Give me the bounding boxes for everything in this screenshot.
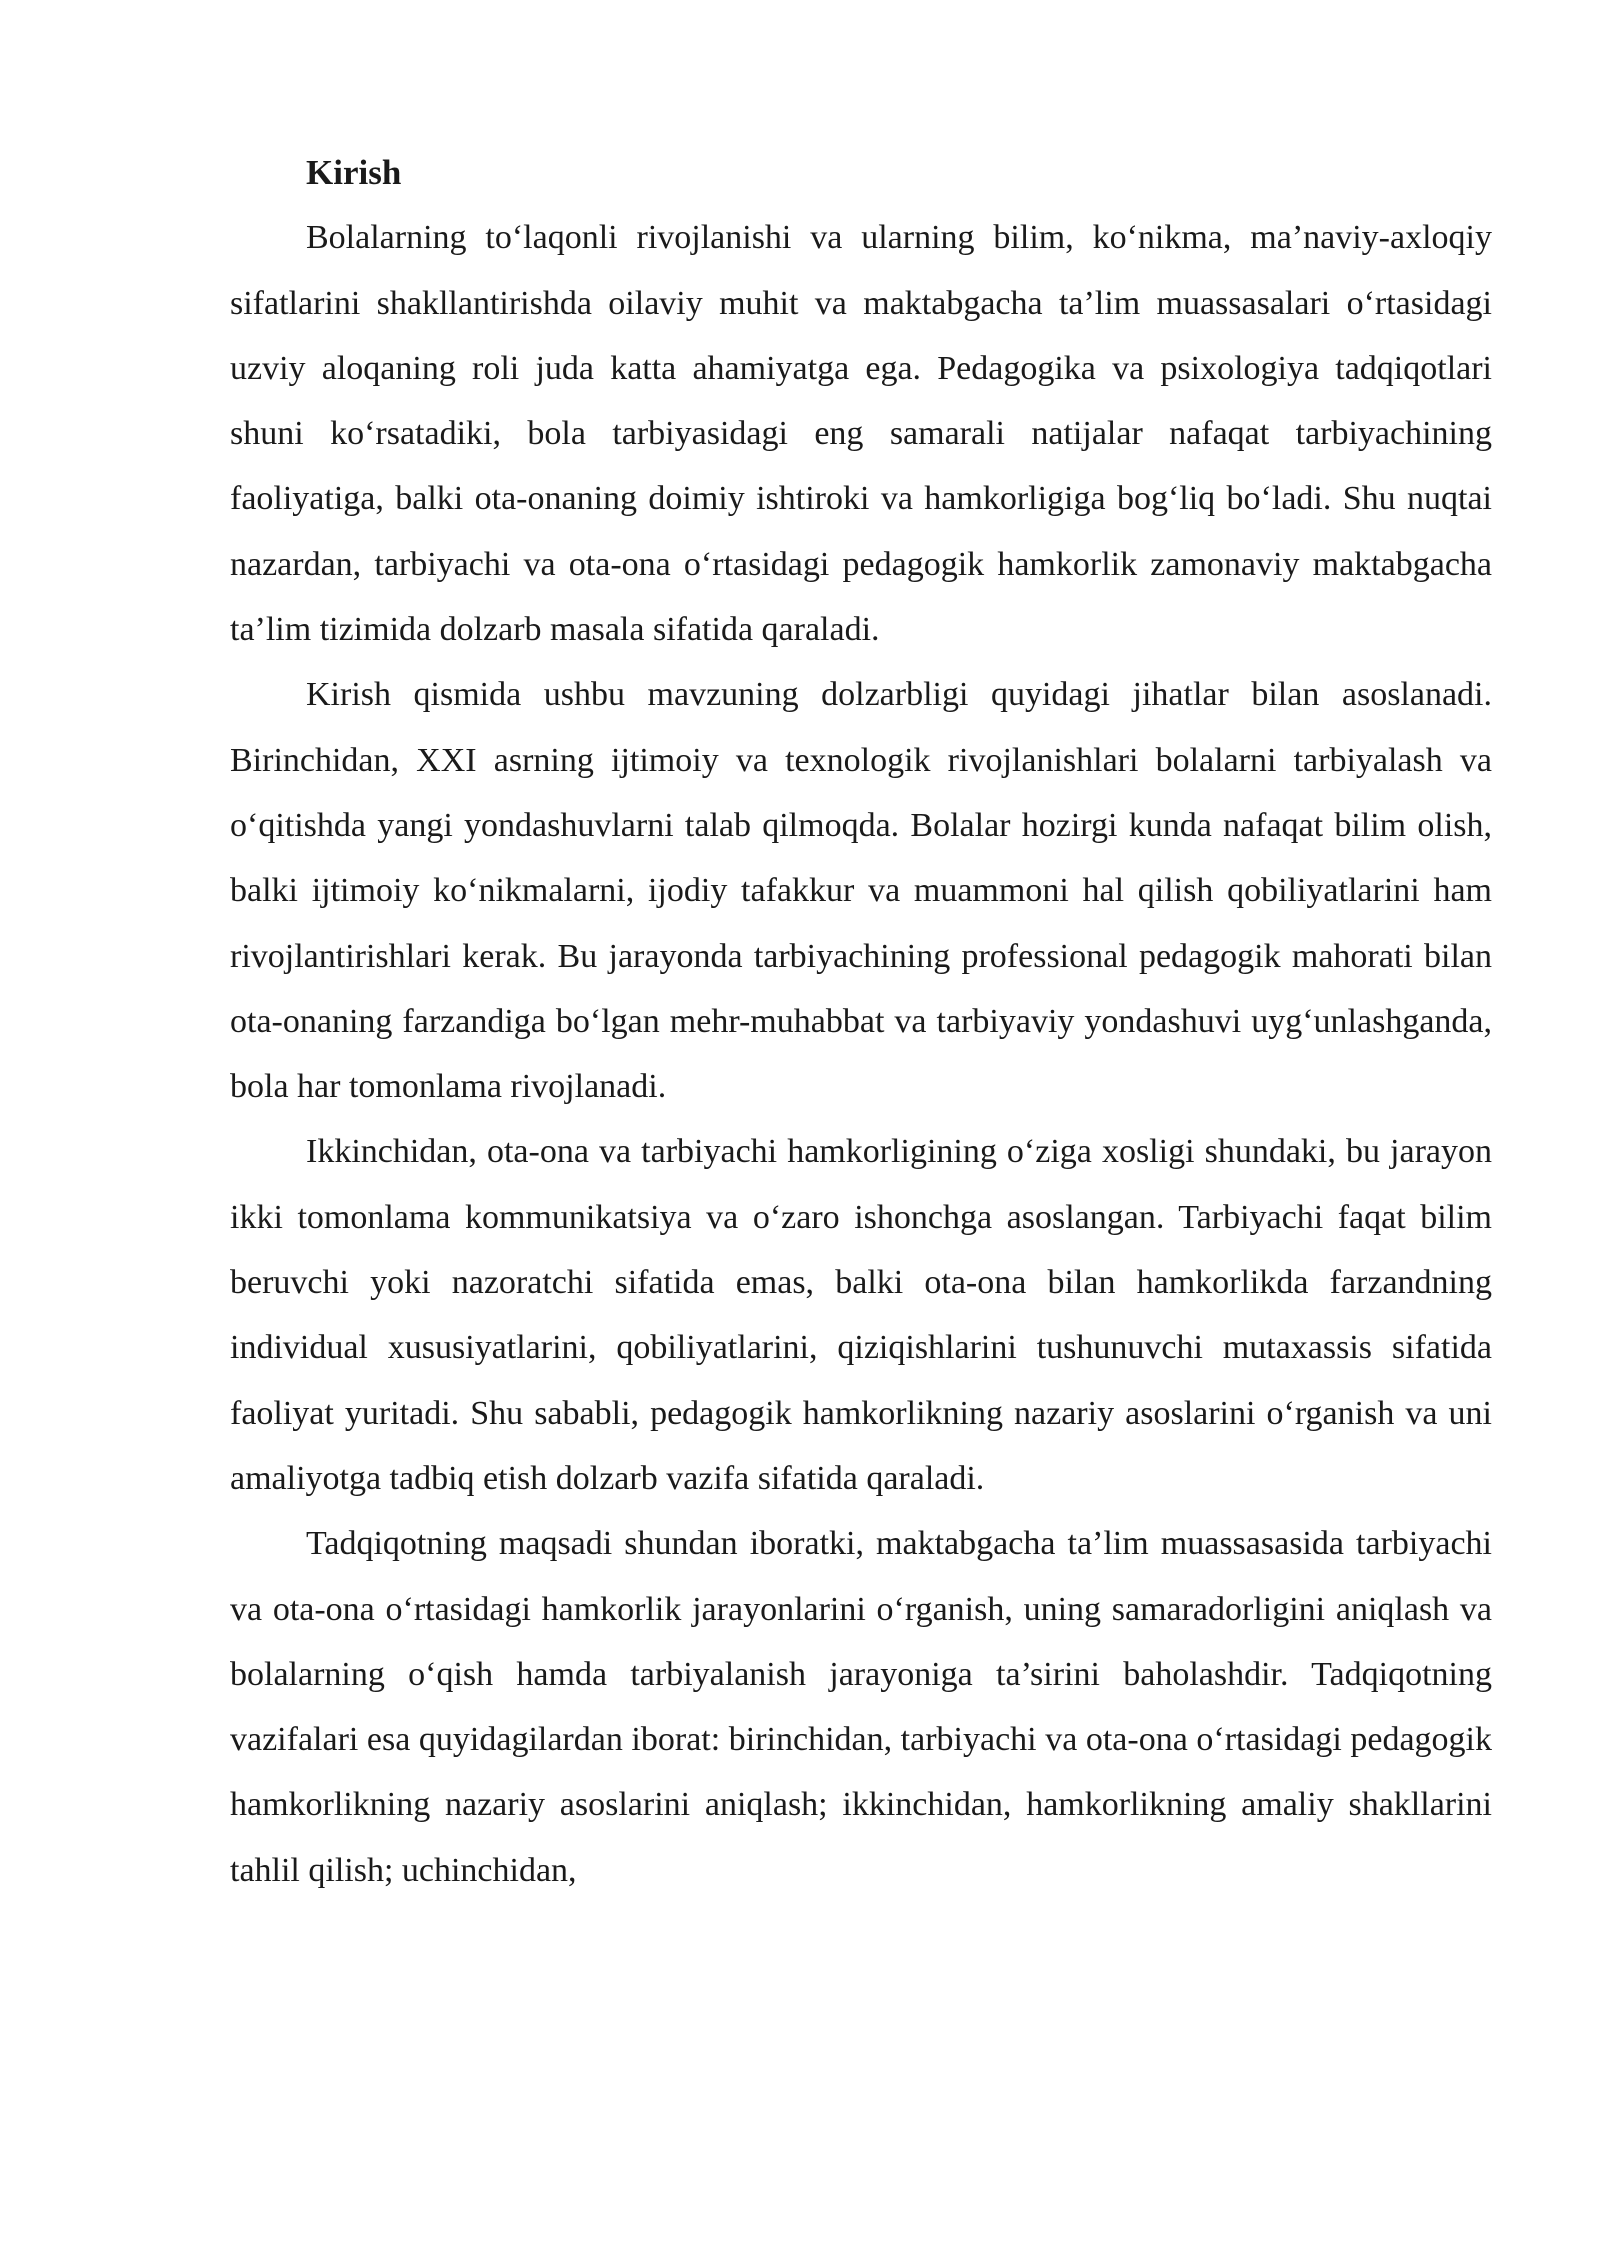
paragraph-relevance: Kirish qismida ushbu mavzuning dolzarbligi quyidagi jihatlar bilan asoslanadi. Birinchidan, XXI asrning ijtimoiy va texnologik rivojlanishlari bolalarni tarbiyalash va o‘qitishda yangi yondashuvlarni talab qilmoqda. Bolalar hozirgi kunda nafaqat bilim olish, balki ijtimoiy ko‘nikmalarni, ijodiy tafakkur va muammoni hal qilish qobiliyatlarini ham rivojlantirishlari kerak. Bu jarayonda tarbiyachining professional pedagogik mahorati bilan ota-onaning farzandiga bo‘lgan mehr-muhabbat va tarbiyaviy yondashuvi uyg‘unlashganda, bola har tomonlama rivojlanadi. (230, 676, 1492, 1106)
paragraph-second-point: Ikkinchidan, ota-ona va tarbiyachi hamkorligining o‘ziga xosligi shundaki, bu jarayon ikki tomonlama kommunikatsiya va o‘zaro ishonchga asoslangan. Tarbiyachi faqat bilim beruvchi yoki nazoratchi sifatida emas, balki ota-ona bilan hamkorlikda farzandning individual xususiyatlarini, qobiliyatlarini, qiziqishlarini tushunuvchi mutaxassis sifatida faoliyat yuritadi. Shu sababli, pedagogik hamkorlikning nazariy asoslarini o‘rganish va uni amaliyotga tadbiq etish dolzarb vazifa sifatida qaraladi. (230, 1133, 1492, 1497)
paragraph-introduction: Bolalarning to‘laqonli rivojlanishi va ularning bilim, ko‘nikma, ma’naviy-axloqiy sifatlarini shakllantirishda oilaviy muhit va maktabgacha ta’lim muassasalari o‘rtasidagi uzviy aloqaning roli juda katta ahamiyatga ega. Pedagogika va psixologiya tadqiqotlari shuni ko‘rsatadiki, bola tarbiyasidagi eng samarali natijalar nafaqat tarbiyachining faoliyatiga, balki ota-onaning doimiy ishtiroki va hamkorligiga bog‘liq bo‘ladi. Shu nuqtai nazardan, tarbiyachi va ota-ona o‘rtasidagi pedagogik hamkorlik zamonaviy maktabgacha ta’lim tizimida dolzarb masala sifatida qaraladi. (230, 219, 1492, 649)
paragraph-research-goal: Tadqiqotning maqsadi shundan iboratki, maktabgacha ta’lim muassasasida tarbiyachi va ota-ona o‘rtasidagi hamkorlik jarayonlarini o‘rganish, uning samaradorligini aniqlash va bolalarning o‘qish hamda tarbiyalanish jarayoniga ta’sirini baholashdir. Tadqiqotning vazifalari esa quyidagilardan iborat: birinchidan, tarbiyachi va ota-ona o‘rtasidagi pedagogik hamkorlikning nazariy asoslarini aniqlash; ikkinchidan, hamkorlikning amaliy shakllarini tahlil qilish; uchinchidan, (230, 1525, 1492, 1889)
document-body (230, 140, 1492, 1903)
section-heading: Kirish (306, 153, 402, 192)
